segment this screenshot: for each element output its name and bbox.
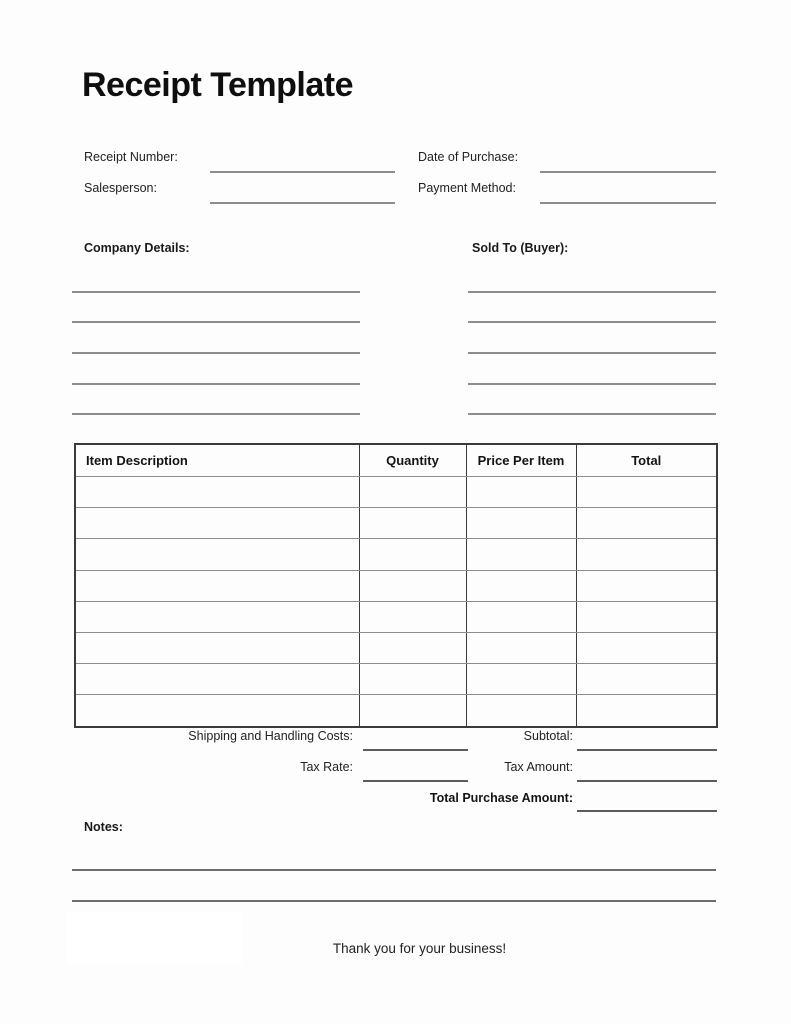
company-details-heading: Company Details: xyxy=(84,241,190,255)
company-blank-line xyxy=(72,291,360,293)
subtotal-label: Subtotal: xyxy=(523,729,573,743)
table-row xyxy=(75,508,717,539)
company-blank-line xyxy=(72,413,360,415)
table-cell xyxy=(75,570,359,601)
salesperson-blank-line xyxy=(210,202,395,204)
shipping-handling-label: Shipping and Handling Costs: xyxy=(188,729,353,743)
date-of-purchase-label: Date of Purchase: xyxy=(418,150,519,164)
table-cell xyxy=(576,570,717,601)
table-cell xyxy=(576,508,717,539)
notes-heading: Notes: xyxy=(84,820,123,834)
buyer-blank-line xyxy=(468,321,716,323)
table-cell xyxy=(576,601,717,632)
payment-method-blank-line xyxy=(540,202,716,204)
buyer-blank-line xyxy=(468,383,716,385)
table-cell xyxy=(75,695,359,727)
table-cell xyxy=(359,601,466,632)
table-row xyxy=(75,570,717,601)
table-cell xyxy=(466,477,576,508)
table-cell xyxy=(466,539,576,570)
table-cell xyxy=(75,477,359,508)
table-cell xyxy=(359,632,466,663)
items-table-body xyxy=(75,477,717,727)
table-cell xyxy=(359,539,466,570)
table-cell xyxy=(466,695,576,727)
bottom-left-white-box xyxy=(67,912,242,964)
table-cell xyxy=(466,632,576,663)
table-cell xyxy=(576,539,717,570)
table-cell xyxy=(576,477,717,508)
salesperson-label: Salesperson: xyxy=(84,181,157,195)
page-title: Receipt Template xyxy=(82,66,354,104)
company-blank-line xyxy=(72,352,360,354)
table-cell xyxy=(576,664,717,695)
company-blank-line xyxy=(72,321,360,323)
column-header-item-description: Item Description xyxy=(75,444,359,477)
buyer-blank-line xyxy=(468,291,716,293)
table-row xyxy=(75,601,717,632)
column-header-price-per-item: Price Per Item xyxy=(466,444,576,477)
company-blank-line xyxy=(72,383,360,385)
table-row xyxy=(75,664,717,695)
items-table-header-row xyxy=(75,444,717,477)
table-cell xyxy=(75,632,359,663)
table-cell xyxy=(359,664,466,695)
table-row xyxy=(75,539,717,570)
table-cell xyxy=(359,508,466,539)
tax-amount-blank-line xyxy=(577,780,717,782)
table-cell xyxy=(466,570,576,601)
payment-method-label: Payment Method: xyxy=(418,181,516,195)
table-cell xyxy=(576,632,717,663)
tax-rate-label: Tax Rate: xyxy=(300,760,353,774)
table-cell xyxy=(75,508,359,539)
notes-blank-line xyxy=(72,869,716,871)
shipping-handling-blank-line xyxy=(363,749,468,751)
table-row xyxy=(75,695,717,727)
table-cell xyxy=(359,570,466,601)
table-cell xyxy=(576,695,717,727)
buyer-blank-line xyxy=(468,352,716,354)
table-row xyxy=(75,477,717,508)
footer-message: Thank you for your business! xyxy=(332,941,507,956)
buyer-blank-line xyxy=(468,413,716,415)
receipt-number-label: Receipt Number: xyxy=(84,150,178,164)
total-purchase-amount-label: Total Purchase Amount: xyxy=(429,791,573,805)
table-cell xyxy=(466,601,576,632)
table-cell xyxy=(75,664,359,695)
table-cell xyxy=(359,477,466,508)
date-of-purchase-blank-line xyxy=(540,171,716,173)
notes-blank-line xyxy=(72,900,716,902)
subtotal-blank-line xyxy=(577,749,717,751)
table-cell xyxy=(75,601,359,632)
receipt-number-blank-line xyxy=(210,171,395,173)
table-row xyxy=(75,632,717,663)
table-cell xyxy=(466,664,576,695)
tax-rate-blank-line xyxy=(363,780,468,782)
table-cell xyxy=(75,539,359,570)
table-cell xyxy=(466,508,576,539)
tax-amount-label: Tax Amount: xyxy=(504,760,573,774)
table-cell xyxy=(359,695,466,727)
total-purchase-amount-blank-line xyxy=(577,810,717,812)
column-header-total: Total xyxy=(576,444,717,477)
items-table xyxy=(74,443,718,728)
column-header-quantity: Quantity xyxy=(359,444,466,477)
sold-to-buyer-heading: Sold To (Buyer): xyxy=(472,241,569,255)
